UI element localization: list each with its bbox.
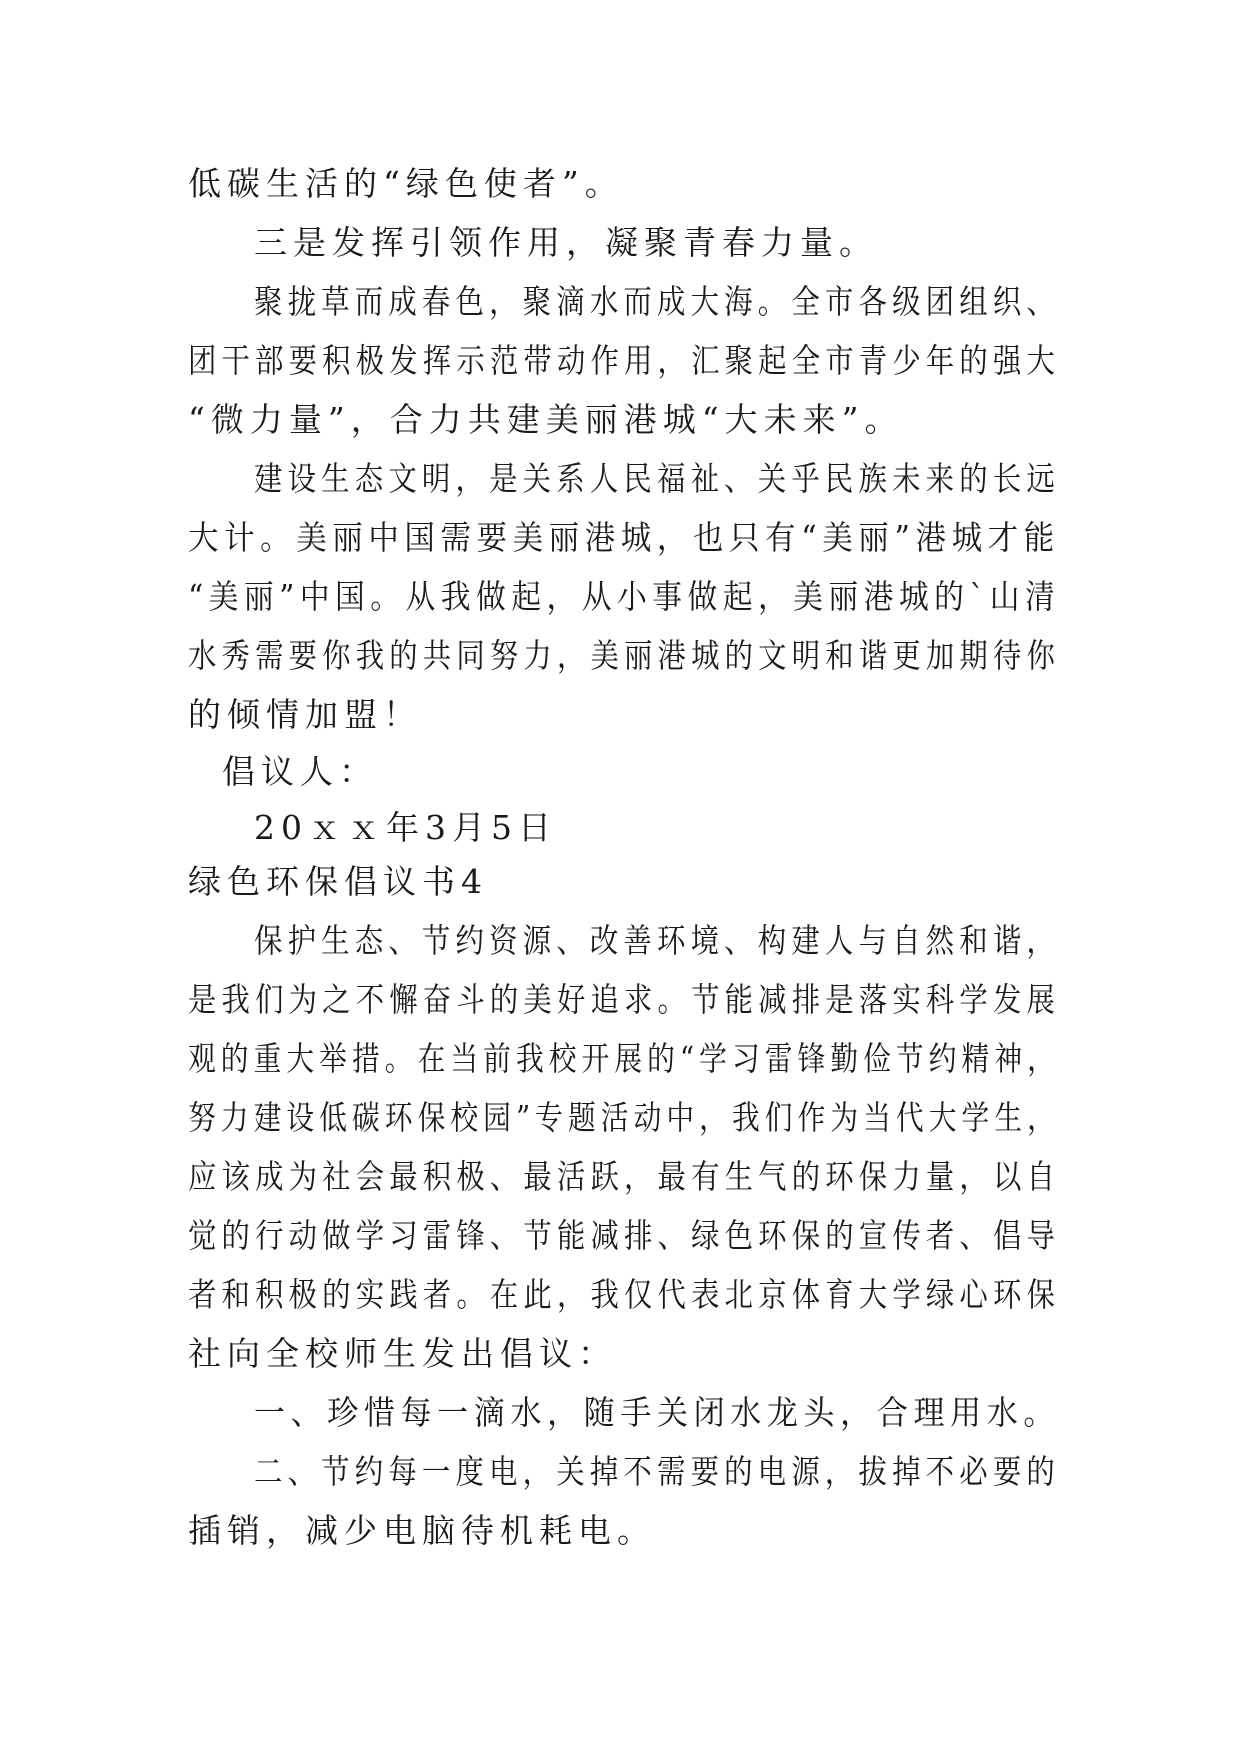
paragraph-line: 努力建设低碳环保校园”专题活动中，我们作为当代大学生，	[188, 1098, 1060, 1137]
paragraph-line: 建设生态文明，是关系人民福祉、关乎民族未来的长远	[254, 459, 1060, 498]
document-title: 绿色环保倡议书4	[188, 862, 488, 901]
paragraph-line: 观的重大举措。在当前我校开展的“学习雷锋勤俭节约精神，	[188, 1039, 1060, 1078]
paragraph-line: “美丽”中国。从我做起，从小事做起，美丽港城的`山清	[188, 577, 1061, 616]
paragraph-line: 聚拢草而成春色，聚滴水而成大海。全市各级团组织、	[254, 282, 1060, 321]
section-heading: 三是发挥引领作用，凝聚青春力量。	[254, 223, 878, 262]
paragraph-line: 社向全校师生发出倡议：	[188, 1334, 617, 1373]
paragraph-line: 觉的行动做学习雷锋、节能减排、绿色环保的宣传者、倡导	[188, 1216, 1061, 1255]
paragraph-line: 保护生态、节约资源、改善环境、构建人与自然和谐，	[254, 921, 1060, 960]
list-item: 一、珍惜每一滴水，随手关闭水龙头，合理用水。	[254, 1393, 1061, 1432]
paragraph-line: 应该成为社会最积极、最活跃，最有生气的环保力量，以自	[188, 1157, 1061, 1196]
paragraph-line: 的倾情加盟！	[188, 695, 422, 734]
list-item: 二、节约每一度电，关掉不需要的电源，拔掉不必要的	[254, 1452, 1060, 1491]
paragraph-line: 低碳生活的“绿色使者”。	[188, 164, 624, 203]
date-line: 20ｘｘ年3月5日	[254, 808, 557, 847]
paragraph-line: 者和积极的实践者。在此，我仅代表北京体育大学绿心环保	[188, 1275, 1061, 1314]
paragraph-line: 插销，减少电脑待机耗电。	[188, 1511, 656, 1550]
paragraph-line: “微力量”，合力共建美丽港城“大未来”。	[188, 400, 904, 439]
paragraph-line: 水秀需要你我的共同努力，美丽港城的文明和谐更加期待你	[188, 636, 1061, 675]
paragraph-line: 是我们为之不懈奋斗的美好追求。节能减排是落实科学发展	[188, 980, 1061, 1019]
initiator-label: 倡议人：	[222, 752, 378, 791]
paragraph-line: 大计。美丽中国需要美丽港城，也只有“美丽”港城才能	[188, 518, 1060, 557]
paragraph-line: 团干部要积极发挥示范带动作用，汇聚起全市青少年的强大	[188, 341, 1061, 380]
